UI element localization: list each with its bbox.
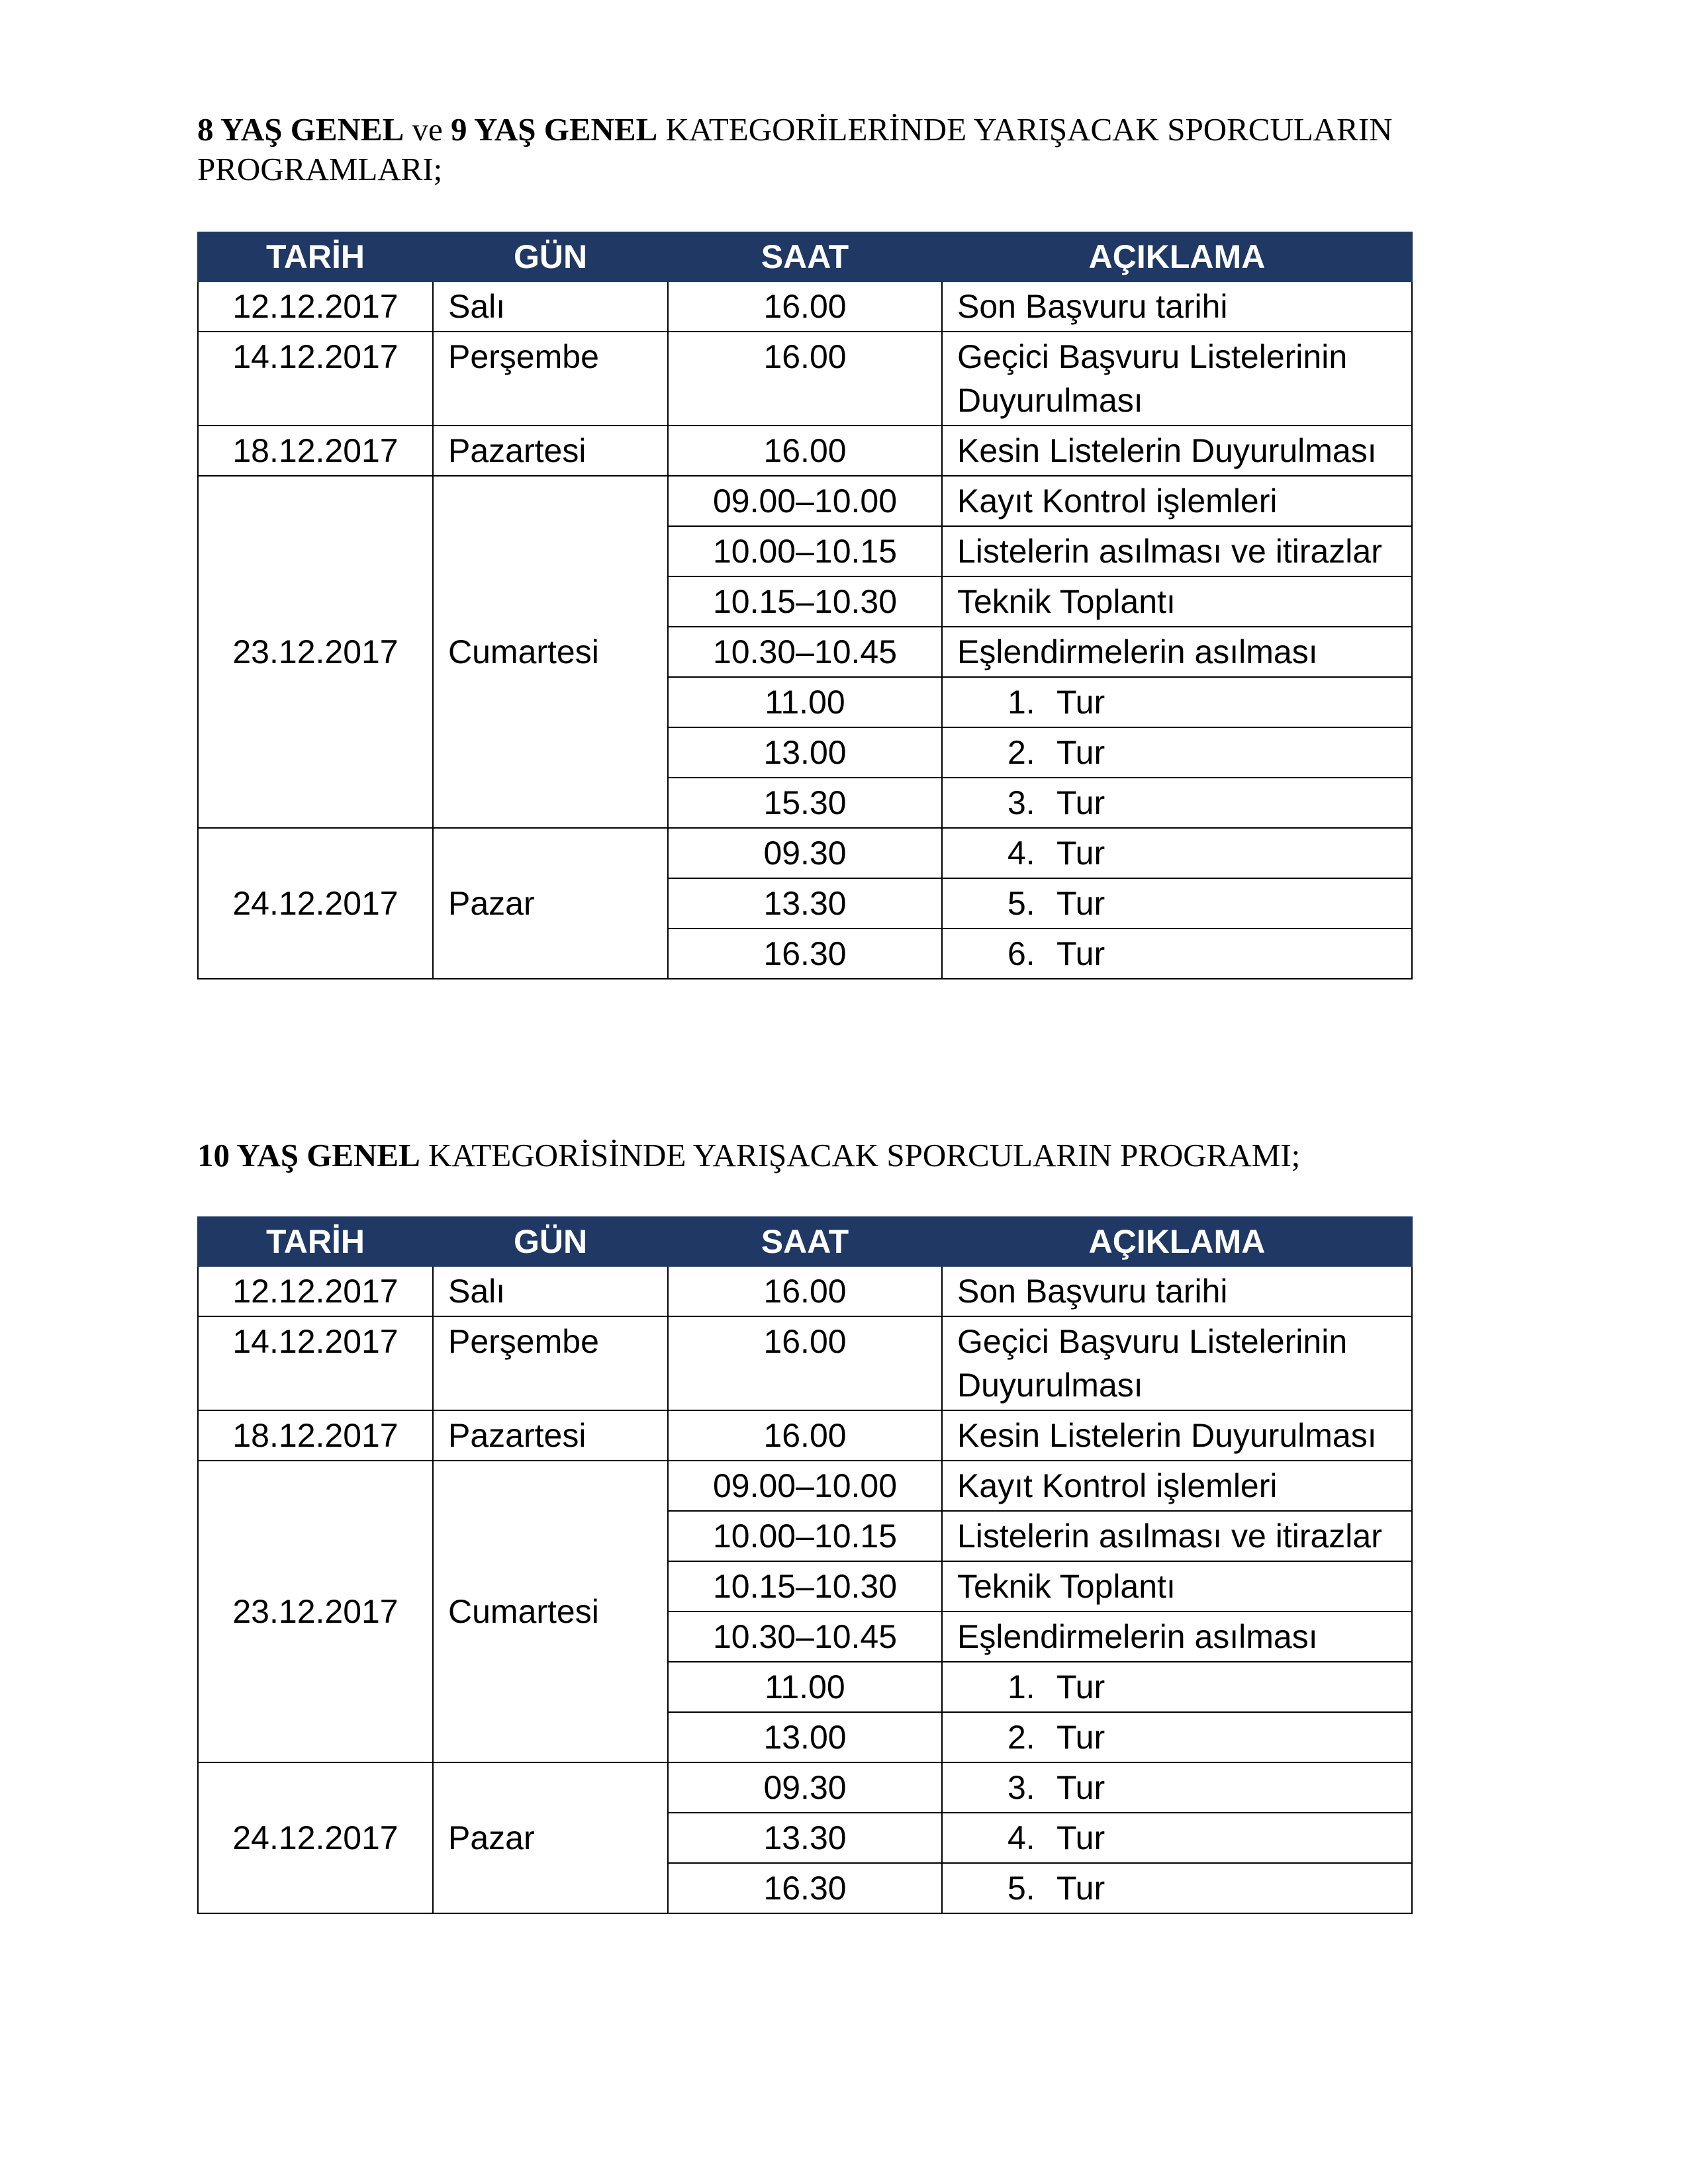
date-cell: 24.12.2017 bbox=[198, 1762, 433, 1913]
round-cell bbox=[942, 1762, 1412, 1813]
col-header-day: GÜN bbox=[433, 1217, 668, 1266]
description-cell: Son Başvuru tarihi bbox=[942, 1266, 1412, 1316]
round-cell bbox=[942, 778, 1412, 828]
round-label: Tur bbox=[1056, 734, 1105, 771]
section1-heading bbox=[197, 110, 1495, 189]
round-label: Tur bbox=[1056, 784, 1105, 821]
description-cell: Teknik Toplantı bbox=[942, 576, 1412, 627]
table-row bbox=[198, 426, 1412, 476]
round-label: Tur bbox=[1056, 835, 1105, 872]
date-cell: 18.12.2017 bbox=[198, 1410, 433, 1461]
description-cell: Geçici Başvuru Listelerinin Duyurulması bbox=[942, 1316, 1412, 1410]
date-cell: 12.12.2017 bbox=[198, 281, 433, 332]
round-number: 6. bbox=[1008, 935, 1035, 972]
col-header-date: TARİH bbox=[198, 232, 433, 281]
table-header-row bbox=[198, 232, 1412, 281]
date-cell: 14.12.2017 bbox=[198, 1316, 433, 1410]
time-cell: 13.30 bbox=[668, 878, 942, 929]
section2-heading bbox=[197, 1136, 1495, 1175]
col-header-date: TARİH bbox=[198, 1217, 433, 1266]
table-row bbox=[198, 332, 1412, 426]
description-cell: Listelerin asılması ve itirazlar bbox=[942, 526, 1412, 576]
time-cell: 10.00–10.15 bbox=[668, 1511, 942, 1561]
description-cell: Kayıt Kontrol işlemleri bbox=[942, 1461, 1412, 1511]
time-cell: 10.00–10.15 bbox=[668, 526, 942, 576]
round-label: Tur bbox=[1056, 1769, 1105, 1806]
round-number: 4. bbox=[1008, 835, 1035, 872]
round-number: 5. bbox=[1008, 885, 1035, 922]
round-number: 1. bbox=[1008, 684, 1035, 721]
round-cell bbox=[942, 1662, 1412, 1712]
heading-bold-1: 10 YAŞ GENEL bbox=[197, 1137, 420, 1173]
day-cell: Cumartesi bbox=[433, 476, 668, 828]
day-cell: Perşembe bbox=[433, 1316, 668, 1410]
round-cell bbox=[942, 1863, 1412, 1913]
description-cell: Son Başvuru tarihi bbox=[942, 281, 1412, 332]
day-cell: Perşembe bbox=[433, 332, 668, 426]
round-number: 2. bbox=[1008, 734, 1035, 771]
day-cell: Pazar bbox=[433, 1762, 668, 1913]
heading-text-2: KATEGORİLERİNDE YARIŞACAK SPORCULARIN PROGRAMLARI; bbox=[197, 111, 1393, 187]
table-row bbox=[198, 828, 1412, 878]
description-cell: Teknik Toplantı bbox=[942, 1561, 1412, 1612]
round-cell bbox=[942, 727, 1412, 778]
date-cell: 12.12.2017 bbox=[198, 1266, 433, 1316]
round-cell bbox=[942, 1813, 1412, 1863]
description-cell: Kesin Listelerin Duyurulması bbox=[942, 1410, 1412, 1461]
round-label: Tur bbox=[1056, 1668, 1105, 1706]
round-cell bbox=[942, 929, 1412, 979]
time-cell: 09.00–10.00 bbox=[668, 1461, 942, 1511]
day-cell: Salı bbox=[433, 281, 668, 332]
table-row bbox=[198, 1762, 1412, 1813]
date-cell: 18.12.2017 bbox=[198, 426, 433, 476]
table-row bbox=[198, 1410, 1412, 1461]
time-cell: 10.30–10.45 bbox=[668, 1612, 942, 1662]
round-number: 4. bbox=[1008, 1819, 1035, 1856]
time-cell: 16.00 bbox=[668, 1316, 942, 1410]
table-row bbox=[198, 476, 1412, 526]
round-label: Tur bbox=[1056, 684, 1105, 721]
day-cell: Pazartesi bbox=[433, 1410, 668, 1461]
heading-text-1: KATEGORİSİNDE YARIŞACAK SPORCULARIN PROGRAMI; bbox=[420, 1137, 1301, 1173]
time-cell: 16.00 bbox=[668, 1410, 942, 1461]
round-number: 5. bbox=[1008, 1870, 1035, 1907]
time-cell: 16.00 bbox=[668, 281, 942, 332]
day-cell: Pazartesi bbox=[433, 426, 668, 476]
round-number: 3. bbox=[1008, 1769, 1035, 1806]
time-cell: 10.15–10.30 bbox=[668, 576, 942, 627]
round-label: Tur bbox=[1056, 1719, 1105, 1756]
round-label: Tur bbox=[1056, 935, 1105, 972]
time-cell: 16.00 bbox=[668, 426, 942, 476]
table-row bbox=[198, 1461, 1412, 1511]
description-cell: Eşlendirmelerin asılması bbox=[942, 1612, 1412, 1662]
description-cell: Kesin Listelerin Duyurulması bbox=[942, 426, 1412, 476]
schedule-table-2 bbox=[197, 1216, 1413, 1914]
time-cell: 15.30 bbox=[668, 778, 942, 828]
round-number: 2. bbox=[1008, 1719, 1035, 1756]
time-cell: 11.00 bbox=[668, 1662, 942, 1712]
round-cell bbox=[942, 878, 1412, 929]
day-cell: Pazar bbox=[433, 828, 668, 979]
description-cell: Listelerin asılması ve itirazlar bbox=[942, 1511, 1412, 1561]
round-label: Tur bbox=[1056, 1819, 1105, 1856]
heading-text-1: ve bbox=[404, 111, 451, 148]
time-cell: 09.00–10.00 bbox=[668, 476, 942, 526]
table-row bbox=[198, 281, 1412, 332]
time-cell: 16.30 bbox=[668, 929, 942, 979]
time-cell: 09.30 bbox=[668, 1762, 942, 1813]
description-cell: Kayıt Kontrol işlemleri bbox=[942, 476, 1412, 526]
round-label: Tur bbox=[1056, 885, 1105, 922]
date-cell: 24.12.2017 bbox=[198, 828, 433, 979]
time-cell: 13.00 bbox=[668, 1712, 942, 1762]
schedule-table-1 bbox=[197, 232, 1413, 979]
time-cell: 11.00 bbox=[668, 677, 942, 727]
time-cell: 16.00 bbox=[668, 332, 942, 426]
col-header-time: SAAT bbox=[668, 232, 942, 281]
col-header-day: GÜN bbox=[433, 232, 668, 281]
description-cell: Eşlendirmelerin asılması bbox=[942, 627, 1412, 677]
heading-bold-1: 8 YAŞ GENEL bbox=[197, 111, 404, 148]
time-cell: 13.00 bbox=[668, 727, 942, 778]
round-label: Tur bbox=[1056, 1870, 1105, 1907]
table-row bbox=[198, 1316, 1412, 1410]
time-cell: 16.30 bbox=[668, 1863, 942, 1913]
date-cell: 14.12.2017 bbox=[198, 332, 433, 426]
day-cell: Salı bbox=[433, 1266, 668, 1316]
col-header-time: SAAT bbox=[668, 1217, 942, 1266]
round-number: 3. bbox=[1008, 784, 1035, 821]
time-cell: 09.30 bbox=[668, 828, 942, 878]
round-number: 1. bbox=[1008, 1668, 1035, 1706]
round-cell bbox=[942, 1712, 1412, 1762]
table-header-row bbox=[198, 1217, 1412, 1266]
time-cell: 10.15–10.30 bbox=[668, 1561, 942, 1612]
description-cell: Geçici Başvuru Listelerinin Duyurulması bbox=[942, 332, 1412, 426]
round-cell bbox=[942, 828, 1412, 878]
time-cell: 10.30–10.45 bbox=[668, 627, 942, 677]
col-header-description: AÇIKLAMA bbox=[942, 1217, 1412, 1266]
day-cell: Cumartesi bbox=[433, 1461, 668, 1762]
time-cell: 16.00 bbox=[668, 1266, 942, 1316]
time-cell: 13.30 bbox=[668, 1813, 942, 1863]
round-cell bbox=[942, 677, 1412, 727]
heading-bold-2: 9 YAŞ GENEL bbox=[451, 111, 658, 148]
col-header-description: AÇIKLAMA bbox=[942, 232, 1412, 281]
date-cell: 23.12.2017 bbox=[198, 476, 433, 828]
date-cell: 23.12.2017 bbox=[198, 1461, 433, 1762]
table-row bbox=[198, 1266, 1412, 1316]
